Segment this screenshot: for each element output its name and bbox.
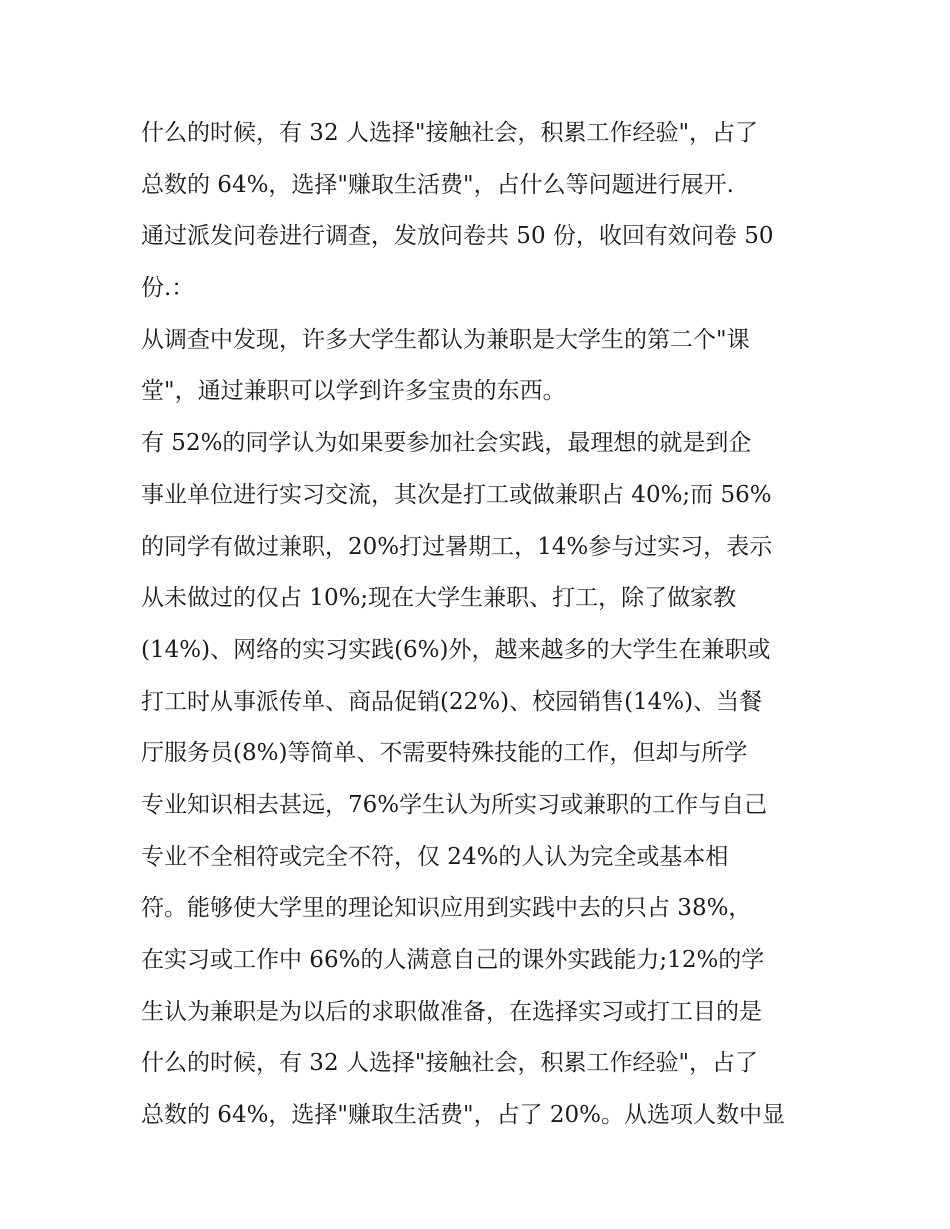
- text-line: 总数的 64%，选择"赚取生活费"，占什么等问题进行展开.: [141, 171, 734, 198]
- text-line: 符。能够使大学里的理论知识应用到实践中去的只占 38%，: [141, 895, 752, 922]
- text-line: 专业知识相去甚远，76%学生认为所实习或兼职的工作与自己: [141, 791, 768, 818]
- text-line: 打工时从事派传单、商品促销(22%)、校园销售(14%)、当餐: [141, 688, 763, 715]
- text-line: 份.：: [141, 275, 195, 302]
- text-line: 总数的 64%，选择"赚取生活费"，占了 20%。从选项人数中显: [141, 1102, 786, 1129]
- text-line: 的同学有做过兼职，20%打过暑期工，14%参与过实习，表示: [141, 533, 773, 560]
- text-line: 通过派发问卷进行调查，发放问卷共 50 份，收回有效问卷 50: [141, 223, 774, 250]
- text-line: 专业不全相符或完全不符，仅 24%的人认为完全或基本相: [141, 843, 729, 870]
- text-line: 从未做过的仅占 10%;现在大学生兼职、打工，除了做家教: [141, 585, 737, 612]
- text-line: 生认为兼职是为以后的求职做准备，在选择实习或打工目的是: [141, 998, 762, 1025]
- text-line: 有 52%的同学认为如果要参加社会实践，最理想的就是到企: [141, 430, 752, 457]
- text-line: 堂"，通过兼职可以学到许多宝贵的东西。: [141, 378, 566, 405]
- text-line: 在实习或工作中 66%的人满意自己的课外实践能力;12%的学: [141, 947, 765, 973]
- text-line: 什么的时候，有 32 人选择"接触社会，积累工作经验"，占了: [141, 120, 759, 146]
- text-line: 从调查中发现，许多大学生都认为兼职是大学生的第二个"课: [141, 326, 750, 353]
- body-text: [141, 108, 821, 1142]
- text-line: 什么的时候，有 32 人选择"接触社会，积累工作经验"，占了: [141, 1050, 759, 1077]
- text-line: 事业单位进行实习交流，其次是打工或做兼职占 40%;而 56%: [141, 481, 772, 508]
- text-line: (14%)、网络的实习实践(6%)外，越来越多的大学生在兼职或: [141, 636, 771, 663]
- text-line: 厅服务员(8%)等简单、不需要特殊技能的工作，但却与所学: [141, 740, 748, 767]
